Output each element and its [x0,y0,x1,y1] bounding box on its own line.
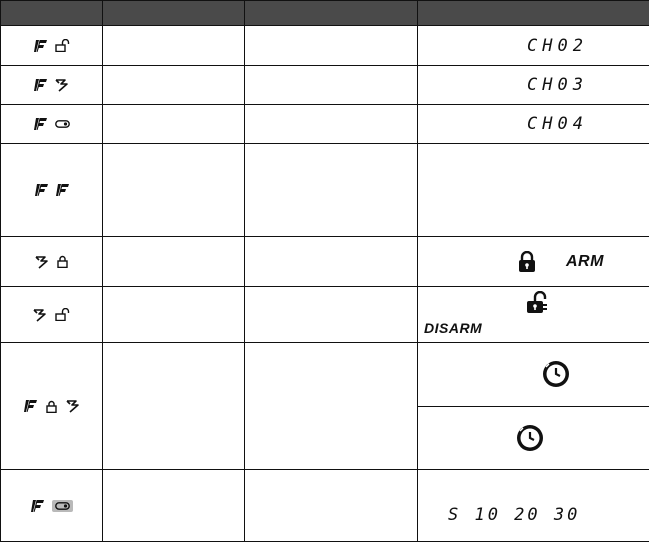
lcd-display: S 10 20 30 [418,470,649,542]
locked-padlock-icon [518,251,536,273]
lcd-display [418,144,649,237]
f-icon [34,118,47,130]
arm-label: ARM [566,252,604,270]
description-cell [103,66,245,105]
table-row [1,343,649,470]
header-col-4 [418,1,649,26]
button-combo-cell [1,343,103,470]
lcd-display: CH02 [418,26,649,66]
button-combo-cell [1,105,103,144]
disarm-display-cell [418,287,649,343]
description-cell [103,144,245,237]
f-icon [34,79,47,91]
description-cell [245,66,418,105]
table-row [1,287,649,343]
description-cell [245,343,418,470]
header-col-1 [1,1,103,26]
table-row [1,470,649,542]
button-combo-cell [1,287,103,343]
button-combo-cell [1,470,103,542]
lock-icon [46,400,57,413]
arm-display-cell [418,237,649,287]
button-combo-cell [1,144,103,237]
lock-icon [57,255,68,268]
lcd-display: CH04 [418,105,649,144]
description-cell [245,237,418,287]
table-row [1,144,649,237]
lcd-display: CH03 [418,66,649,105]
description-cell [103,470,245,542]
disarm-label: DISARM [424,320,483,336]
f-icon [56,184,69,196]
unlocked-padlock-icon [526,291,548,315]
description-cell [245,287,418,343]
description-cell [245,144,418,237]
key-icon [52,500,73,512]
f-icon [35,184,48,196]
description-cell [103,343,245,470]
description-cell [245,105,418,144]
table-row [1,26,649,66]
button-combo-cell [1,26,103,66]
description-cell [245,26,418,66]
unlock-icon [55,39,70,52]
horn-icon [55,78,69,92]
horn-icon [35,255,49,269]
button-combo-cell [1,237,103,287]
table-row [1,237,649,287]
f-icon [34,40,47,52]
description-cell [103,105,245,144]
f-icon [24,400,37,412]
header-col-2 [103,1,245,26]
f-icon [31,500,44,512]
unlock-icon [55,308,70,321]
description-cell [103,237,245,287]
table-row [1,105,649,144]
header-col-3 [245,1,418,26]
timer-bottom [418,407,649,470]
horn-icon [66,399,80,413]
timer-top [418,343,649,407]
table-row [1,66,649,105]
key-icon [55,120,70,128]
description-cell [103,26,245,66]
horn-icon [33,308,47,322]
description-cell [103,287,245,343]
button-combo-cell [1,66,103,105]
table-header-row [1,1,649,26]
timer-clock-icon [542,360,570,388]
description-cell [245,470,418,542]
timer-clock-icon [516,424,544,452]
timer-display-cell [418,343,649,470]
